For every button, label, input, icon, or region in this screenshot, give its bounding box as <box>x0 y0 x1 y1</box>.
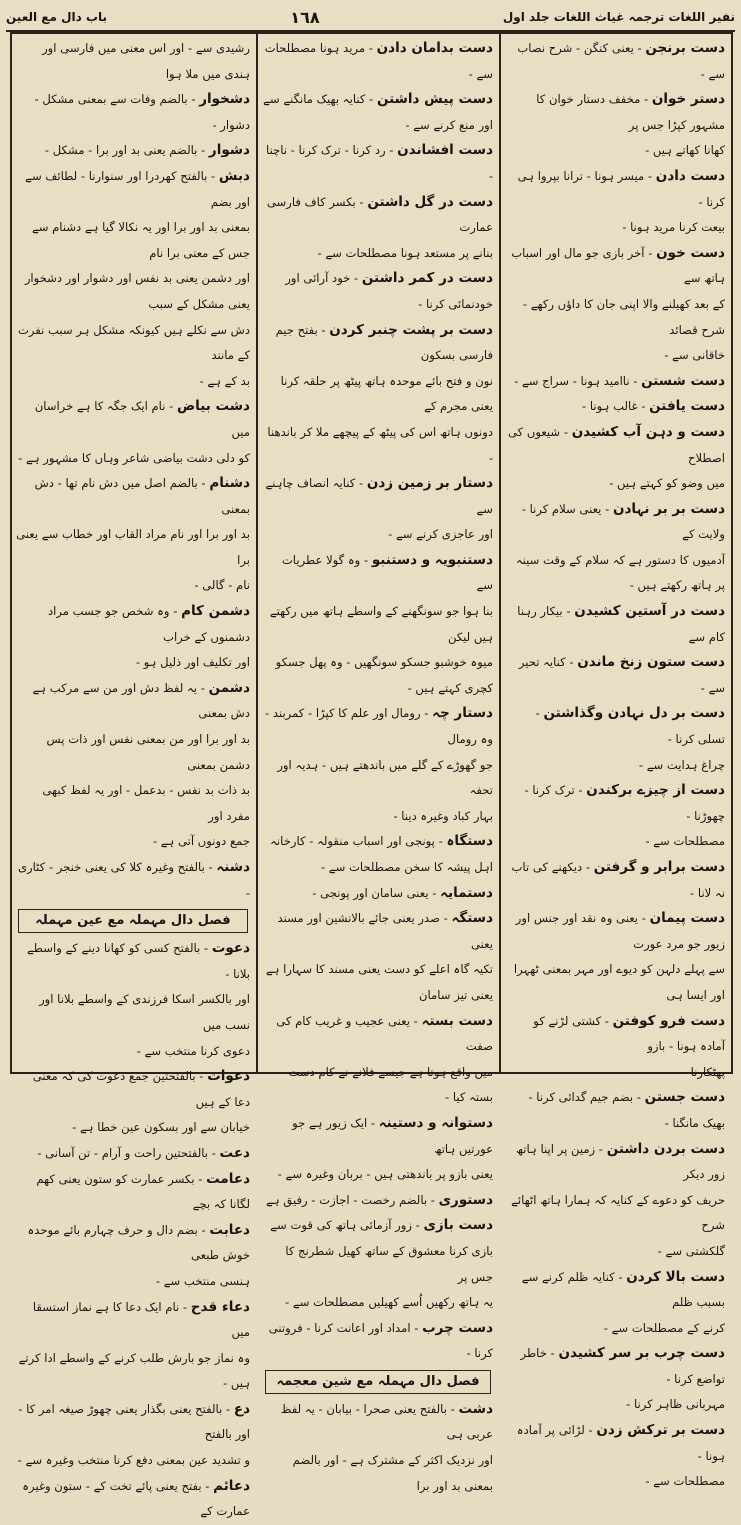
dictionary-line <box>506 138 725 164</box>
definition-text: - مخفف دستار خوان کا مشہور کپڑا جس پر <box>536 92 725 132</box>
dictionary-line <box>263 1239 493 1290</box>
definition-text: - بالضم وفات سے بمعنی مشکل - دشوار - <box>34 92 250 132</box>
dictionary-line <box>16 1064 250 1115</box>
dictionary-line <box>506 471 725 497</box>
definition-text: - وہ شخص جو جسب مراد دشمنوں کے خراب <box>47 604 250 644</box>
dictionary-line <box>263 701 493 752</box>
headword: دستار چہ <box>432 705 493 722</box>
dictionary-line <box>263 1397 493 1448</box>
dictionary-line <box>16 573 250 599</box>
definition-text: مصطلحات سے - <box>645 1474 725 1489</box>
header-left-label: باب دال مع العین <box>6 10 108 24</box>
dictionary-line <box>16 1474 250 1525</box>
definition-text: نون و فتح بائے موحدہ ہاتھ پیٹھ پر حلقہ کرنا یعنی مجرم کے <box>280 373 493 414</box>
dictionary-line <box>16 1346 250 1397</box>
dictionary-line <box>506 394 725 420</box>
dictionary-line <box>506 87 725 138</box>
headword: دست ستون زنخ ماندن <box>577 654 725 671</box>
dictionary-line <box>506 855 725 906</box>
headword: دست برنجن <box>645 40 725 56</box>
definition-text: - مرید ہونا مصطلحات سے - <box>264 41 493 81</box>
dictionary-line <box>263 522 493 548</box>
dictionary-line <box>506 1418 725 1469</box>
dictionary-line <box>16 1448 250 1474</box>
dictionary-line <box>16 936 250 987</box>
dictionary-line <box>263 1316 493 1367</box>
definition-text: - یعنی کنگن - شرح نصاب سے - <box>517 41 725 81</box>
dictionary-line <box>16 1167 250 1218</box>
definition-text: - امداد اور اعانت کرنا - فروتنی کرنا - <box>268 1320 493 1361</box>
header-right-title: نفیر اللغات ترجمہ غیاث اللغات جلد اول <box>502 10 735 24</box>
headword: دست در گل داشتن <box>367 193 493 210</box>
headword: دستگہ <box>451 910 493 927</box>
dictionary-line <box>263 753 493 804</box>
definition-text: اور تکلیف اور ذلیل ہو - <box>135 655 250 670</box>
headword: دست بالا کردن <box>626 1268 725 1285</box>
dictionary-line <box>263 138 493 189</box>
dictionary-line <box>263 1060 493 1111</box>
dictionary-line <box>16 1115 250 1141</box>
headword: دشمن <box>208 679 250 696</box>
dictionary-line <box>263 855 493 881</box>
dictionary-line <box>16 1397 250 1448</box>
page-header <box>6 4 735 32</box>
definition-text: - بالضم اصل میں دش نام تھا - دش بمعنی <box>34 476 250 516</box>
dictionary-line <box>16 1039 250 1065</box>
definition-text: - رومال اور علم کا کپڑا - کمربند - وہ رومال <box>265 706 493 747</box>
dictionary-line <box>506 599 725 650</box>
headword: دست افشاندن <box>397 142 493 159</box>
definition-text: کھانا کھاتے ہیں - <box>645 143 725 158</box>
dictionary-line <box>16 87 250 138</box>
headword: دشمن کام <box>181 603 250 620</box>
definition-text: بد اور برا اور نام مراد القاب اور خطاب سے یعنی برا <box>16 527 250 567</box>
definition-text: - بیکار رہنا کام سے <box>517 604 725 644</box>
dictionary-line <box>263 266 493 317</box>
definition-text: - نام ایک جگہ کا ہے خراسان میں <box>34 399 250 439</box>
definition-text: میں وضو کو کہتے ہیں - <box>609 476 725 491</box>
definition-text: جو گھوڑے کے گلے میں باندھتے ہیں - ہدیہ اور تحفہ <box>277 757 493 798</box>
dictionary-line <box>506 497 725 548</box>
definition-text: بمعنی بد اور برا اور یہ نکالا گیا ہے دشنام سے جس کے معنی برا نام <box>31 220 250 260</box>
definition-text: بازی کرنا معشوق کے ساتھ کھیل شطرنج کا جس پر <box>285 1243 493 1284</box>
headword: دست فرو کوفتن <box>612 1012 725 1029</box>
headword: دست بر بر نہادن <box>612 500 725 517</box>
dictionary-line <box>506 1137 725 1188</box>
definition-text: مہربانی ظاہر کرنا - <box>626 1397 725 1412</box>
headword: دست بر ترکش زدن <box>596 1422 725 1439</box>
definition-text: - بفتح یعنی پائے تخت کے - ستون وغیرہ عمارت کے <box>22 1478 250 1519</box>
dictionary-line <box>16 36 250 87</box>
dictionary-line <box>263 190 493 241</box>
dictionary-line <box>263 318 493 369</box>
definition-text: - بکسر کاف فارسی عمارت <box>266 194 493 235</box>
headword: دعت <box>219 1144 250 1161</box>
dictionary-line <box>506 420 725 471</box>
dictionary-line <box>506 1188 725 1239</box>
definition-text: بد اور برا اور من بمعنی نفس اور ذات پس دشمن بمعنی <box>46 732 250 772</box>
dictionary-line <box>506 1085 725 1136</box>
definition-text: - بالفتحتین راحت و آرام - تن آسانی - <box>37 1145 220 1160</box>
dictionary-line <box>263 1111 493 1162</box>
headword: دست یافتن <box>649 398 725 415</box>
headword: دست در آستین کشیدن <box>574 603 725 620</box>
definition-text: - بالفتح یعنی صحرا - بیابان - یہ لفظ عربی ہی <box>280 1401 493 1442</box>
dictionary-line <box>16 829 250 855</box>
definition-text: - نام ایک دعا کا ہے نماز استسقا میں <box>32 1299 250 1340</box>
definition-text: اور دشمن یعنی بد نفس اور دشوار اور دشخوار یعنی مشکل کے سبب <box>24 271 250 311</box>
definition-text: - بفتح جیم فارسی بسکون <box>275 322 493 363</box>
headword: دستر خوان <box>651 91 725 108</box>
dictionary-line <box>16 215 250 266</box>
definition-text: رشیدی سے - اور اس معنی میں فارسی اور ہندی میں ملا ہوا <box>42 41 250 81</box>
dictionary-line <box>263 113 493 139</box>
headword: دست بستہ <box>421 1012 493 1029</box>
dictionary-line <box>263 957 493 1008</box>
headword: دعوت <box>211 940 250 957</box>
dictionary-line <box>506 1060 725 1086</box>
definition-text: سے پہلے دلہن کو دیوے اور مہر بمعنی ٹھہرا اور ایسا ہی <box>513 962 725 1002</box>
definition-text: اور عاجزی کرنے سے - <box>388 527 493 542</box>
definition-text: - بالضم یعنی بد اور برا - مشکل - <box>44 143 209 158</box>
definition-text: - بکسر عمارت کو ستون یعنی کھم لگانا کہ بچے <box>36 1171 250 1212</box>
headword: دست چرب بر سر کشیدن <box>558 1345 725 1362</box>
headword: دست چرب <box>422 1319 493 1336</box>
headword: دستمایہ <box>440 884 493 901</box>
headword: دشوار <box>208 142 250 159</box>
headword: دست خون <box>656 244 725 261</box>
headword: دست برابر و گرفتن <box>593 859 725 875</box>
definition-text: اور نزدیک اکثر کے مشترک ہے - اور بالضم بمعنی بد اور برا <box>292 1453 493 1493</box>
dictionary-line <box>16 266 250 317</box>
definition-text: دونوں ہاتھ اس کی پیٹھ کے پیچھے ملا کر باندھنا - <box>267 424 493 465</box>
dictionary-line <box>16 522 250 573</box>
definition-text: چراغ ہدایت سے - <box>638 757 725 772</box>
dictionary-line <box>506 753 725 779</box>
definition-text: و تشدید عین بمعنی دفع کرنا منتخب وغیرہ سے - <box>17 1453 250 1468</box>
dictionary-line <box>16 676 250 727</box>
dictionary-line <box>506 241 725 292</box>
headword: دست شستن <box>641 372 725 389</box>
dictionary-line <box>506 36 725 87</box>
dictionary-line <box>16 1141 250 1167</box>
dictionary-line <box>263 829 493 855</box>
definition-text: دش سے نکلے ہیں کیونکہ مشکل ہر سبب نفرت کے مانند <box>17 322 250 363</box>
dictionary-line <box>16 727 250 778</box>
definition-text: بنانے پر مستعد ہونا مصطلحات سے - <box>317 245 493 260</box>
dictionary-line <box>506 957 725 1008</box>
definition-text: - بالفتح یعنی بگذار یعنی چھوڑ صیغہ امر کا - اور بالفتح <box>18 1401 250 1442</box>
page-number: ١٦٨ <box>290 7 320 27</box>
definition-text: - ایک زیور ہے جو عورتیں ہاتھ <box>292 1115 493 1156</box>
headword: دست بر دل نہادن وگذاشتن <box>543 705 725 722</box>
headword: دستوری <box>438 1191 493 1208</box>
dictionary-line <box>263 599 493 650</box>
definition-text: یہ ہاتھ رکھیں اُسے کھیلیں مصطلحات سے - <box>285 1295 493 1310</box>
section-heading-box: فصل دال مہملہ مع عین مہملہ <box>18 909 248 933</box>
definition-text: - لڑائی پر آمادہ ہونا - <box>516 1423 725 1463</box>
headword: دستگاہ <box>446 833 493 850</box>
dictionary-line <box>16 778 250 829</box>
headword: دعائم <box>213 1477 250 1494</box>
dictionary-line <box>506 548 725 599</box>
headword: دستار بر زمین زدن <box>366 475 493 492</box>
dictionary-line <box>263 87 493 113</box>
dictionary-line <box>263 420 493 471</box>
dictionary-line <box>16 1269 250 1295</box>
definition-text: - یعنی عجیب و غریب کام کی صفت <box>276 1013 493 1054</box>
headword: دستنبویہ و دستنبو <box>371 551 493 568</box>
dictionary-line <box>506 1469 725 1495</box>
definition-text: یعنی بازو پر باندھتی ہیں - بربان وغیرہ سے - <box>277 1167 493 1182</box>
definition-text: - خاطر تواضع کرنا - <box>520 1346 725 1386</box>
dictionary-line <box>506 1265 725 1316</box>
definition-text: - کنایہ ظلم کرنے سے بسبب ظلم <box>521 1269 725 1310</box>
definition-text: - صدر یعنی جائے بالانشین اور مسند یعنی <box>277 911 493 951</box>
definition-text: - زمین پر اپنا ہاتھ زور دیکر <box>515 1141 725 1182</box>
dictionary-line <box>263 650 493 701</box>
definition-text: گلکشتی سے - <box>657 1243 725 1258</box>
column-right <box>500 34 731 1489</box>
definition-text: - یعنی سلام کرنا - ولایت کے <box>521 501 725 542</box>
definition-text: بہار کباد وغیرہ دینا - <box>393 808 493 823</box>
dictionary-line <box>16 446 250 472</box>
definition-text: تکیہ گاہ اعلے کو دست یعنی مسند کا سہارا ہے یعنی تیز سامان <box>265 962 493 1002</box>
headword: دست پیمان <box>649 910 725 927</box>
definition-text: کرنے کے مصطلحات سے - <box>603 1320 725 1335</box>
definition-text: بنا ہوا جو سونگھنے کے واسطے ہاتھ میں رکھتے ہیں لیکن <box>269 604 493 644</box>
definition-text: جمع دونوں آتی ہے - <box>152 834 250 849</box>
definition-text: - زور آزمائی ہاتھ کی قوت سے <box>270 1218 424 1233</box>
headword: دشنام <box>209 475 250 492</box>
dictionary-line <box>263 548 493 599</box>
dictionary-line <box>263 241 493 267</box>
definition-text: - تسلی کرنا - <box>535 706 725 747</box>
definition-text: - رد کرنا - ترک کرنا - ناچنا - <box>266 143 493 183</box>
headword: دست پیش داشتن <box>376 91 493 108</box>
definition-text: - بضم جیم گدائی کرنا - بھیک مانگنا - <box>528 1090 725 1130</box>
dictionary-line <box>506 164 725 215</box>
dictionary-line <box>16 599 250 650</box>
headword: دست جستن <box>644 1089 725 1106</box>
headword: دع <box>233 1400 250 1417</box>
dictionary-line <box>263 881 493 907</box>
dictionary-line <box>506 650 725 701</box>
definition-text: آدمیوں کا دستور ہے کہ سلام کے وقت سینہ پر ہاتھ رکھتے ہیں - <box>515 552 725 593</box>
dictionary-line <box>263 1213 493 1239</box>
headword: دستوانہ و دستینہ <box>378 1114 493 1131</box>
headword: دعوات <box>207 1068 250 1085</box>
headword: دست دادن <box>655 167 725 184</box>
headword: دعابت <box>209 1221 250 1238</box>
definition-text: - شیعوں کی اصطلاح <box>507 424 725 465</box>
definition-text: - کنایہ بھیک مانگنے سے <box>263 92 377 107</box>
headword: دست بر پشت چنبر کردن <box>329 321 493 338</box>
dictionary-line <box>16 1295 250 1346</box>
dictionary-line <box>506 829 725 855</box>
dictionary-line <box>506 701 725 752</box>
headword: دست و دہن آب کشیدن <box>571 423 725 440</box>
dictionary-line <box>16 369 250 395</box>
dictionary-line <box>506 1392 725 1418</box>
headword: دشخوار <box>199 91 250 108</box>
definition-text: اور منع کرنے سے - <box>405 117 493 132</box>
dictionary-line <box>506 1009 725 1060</box>
definition-text: دعوی کرنا منتخب سے - <box>136 1043 250 1058</box>
dictionary-line <box>263 1290 493 1316</box>
definition-text: اہل پیشہ کا سخن مصطلحات سے - <box>320 860 493 874</box>
headword: دشنہ <box>216 859 250 875</box>
definition-text: - ترک کرنا - چھوڑنا - <box>524 783 725 823</box>
headword: دبش <box>218 167 250 184</box>
definition-text: بد ذات بد نفس - بدعمل - اور یہ لفظ کبھی مفرد اور <box>42 783 250 823</box>
definition-text: میوہ خوشبو جسکو سونگھیں - وہ پھل جسکو کچری کہتے ہیں - <box>275 655 493 695</box>
definition-text: کے بعد کھیلنے والا اپنی جان کا داؤں رکھے - شرح قصائد <box>522 296 725 337</box>
headword: دعاء قدح <box>190 1298 250 1315</box>
dictionary-line <box>263 1448 493 1499</box>
definition-text: وہ نماز جو بارش طلب کرنے کے واسطے ادا کرتے ہیں - <box>18 1350 250 1391</box>
definition-text: میں واقع ہوتا ہے جیسے فلانے نے کام دست بستہ کیا - <box>288 1064 493 1105</box>
headword: دشت <box>458 1400 493 1417</box>
definition-text: - یعنی سامان اور پونجی - <box>312 885 441 900</box>
definition-text: - کنایہ تحیر سے - <box>518 655 725 695</box>
definition-text: کو دلی دشت بیاضی شاعر وہاں کا مشہور ہے - <box>18 450 250 465</box>
column-left <box>10 34 256 1519</box>
definition-text: - بالفتح وغیرہ کلا کی یعنی خنجر - کٹاری - <box>17 860 250 900</box>
definition-text: - یعنی وہ نقد اور جنس اور زیور جو مرد عورت <box>515 911 725 951</box>
headword: دشت بیاض <box>176 398 250 415</box>
headword: دست از چیزے برکندن <box>586 782 725 799</box>
dictionary-line <box>506 343 725 369</box>
dictionary-line <box>16 164 250 215</box>
dictionary-line <box>506 1316 725 1342</box>
dictionary-line <box>506 1341 725 1392</box>
dictionary-line <box>263 1188 493 1214</box>
definition-text: - بالضم رخصت - اجازت - رفیق ہے <box>266 1192 439 1207</box>
headword: دست بدامان دادن <box>376 40 493 56</box>
dictionary-line <box>263 36 493 87</box>
dictionary-line <box>506 369 725 395</box>
definition-text: حریف کو دعوے کے کنایہ کہ ہمارا ہاتھ اٹھائے شرح <box>511 1192 725 1233</box>
dictionary-line <box>16 318 250 369</box>
dictionary-line <box>263 369 493 420</box>
section-heading-box: فصل دال مہملہ مع شین معجمہ <box>265 1370 491 1394</box>
column-middle <box>257 34 499 1493</box>
dictionary-line <box>506 215 725 241</box>
definition-text: - یہ لفظ دش اور من سے مرکب ہے دش بمعنی <box>32 680 250 721</box>
definition-text: - میسر ہونا - ترانا بپروا ہی کرنا - <box>517 168 725 209</box>
definition-text: خیابان سے اور بسکون عین خطا ہے - <box>72 1120 250 1135</box>
definition-text: - بالفتحتین جمع دعوت کی کہ معنی دعا کے ہیں <box>32 1069 250 1109</box>
definition-text: اور بالکسر اسکا فرزندی کے واسطے بلانا اور نسب میں <box>39 992 250 1032</box>
dictionary-line <box>16 987 250 1038</box>
definition-text: خاقانی سے - <box>664 348 725 363</box>
headword: دست در کمر داشتن <box>361 270 493 287</box>
dictionary-line <box>263 1162 493 1188</box>
definition-text: - ناامید ہونا - سراج سے - <box>514 373 642 388</box>
definition-text: - کنایہ انصاف چاہنے سے <box>265 476 493 516</box>
definition-text: - وہ گولا عطریات سے <box>281 552 493 593</box>
dictionary-line <box>506 1239 725 1265</box>
definition-text: بد کے ہے - <box>199 373 250 388</box>
headword: دعامت <box>206 1170 250 1187</box>
dictionary-line <box>16 394 250 445</box>
definition-text: پھٹکارنا - <box>682 1064 725 1079</box>
definition-text: - آخر بازی جو مال اور اسباب ہاتھ سے <box>511 245 725 286</box>
dictionary-line <box>506 292 725 343</box>
dictionary-line <box>263 471 493 522</box>
definition-text: نام - گالی - <box>194 578 250 593</box>
dictionary-line <box>506 906 725 957</box>
definition-text: - کشتی لڑنے کو آمادہ ہونا - بازو <box>533 1013 725 1054</box>
dictionary-line <box>16 650 250 676</box>
definition-text: - پونجی اور اسباب منقولہ - کارخانہ <box>270 834 447 849</box>
definition-text: - دیکھنے کی تاب نہ لانا - <box>511 860 725 900</box>
definition-text: - بضم دال و حرف چہارم بائے موحدہ خوش طبعی <box>27 1222 250 1263</box>
definition-text: بیعت کرنا مرید ہونا - <box>622 220 725 235</box>
definition-text: - غالب ہونا - <box>581 399 650 414</box>
dictionary-line <box>16 1218 250 1269</box>
dictionary-line <box>506 778 725 829</box>
dictionary-line <box>263 906 493 957</box>
headword: دست بازی <box>423 1217 493 1234</box>
definition-text: - بالفتح کسی کو کھانا دینے کے واسطے بلانا - <box>26 941 250 981</box>
definition-text: مصطلحات سے - <box>645 834 725 849</box>
dictionary-line <box>263 804 493 830</box>
headword: دست بردن داشتن <box>606 1140 725 1157</box>
definition-text: - بالفتح کھردرا اور سنوارنا - لطائف سے اور بضم <box>25 168 250 209</box>
dictionary-line <box>263 1009 493 1060</box>
dictionary-line <box>16 138 250 164</box>
dictionary-line <box>16 471 250 522</box>
definition-text: ہنسی منتخب سے - <box>155 1273 250 1288</box>
dictionary-line <box>16 855 250 906</box>
definition-text: - خود آرائی اور خودنمائی کرنا - <box>285 271 493 311</box>
